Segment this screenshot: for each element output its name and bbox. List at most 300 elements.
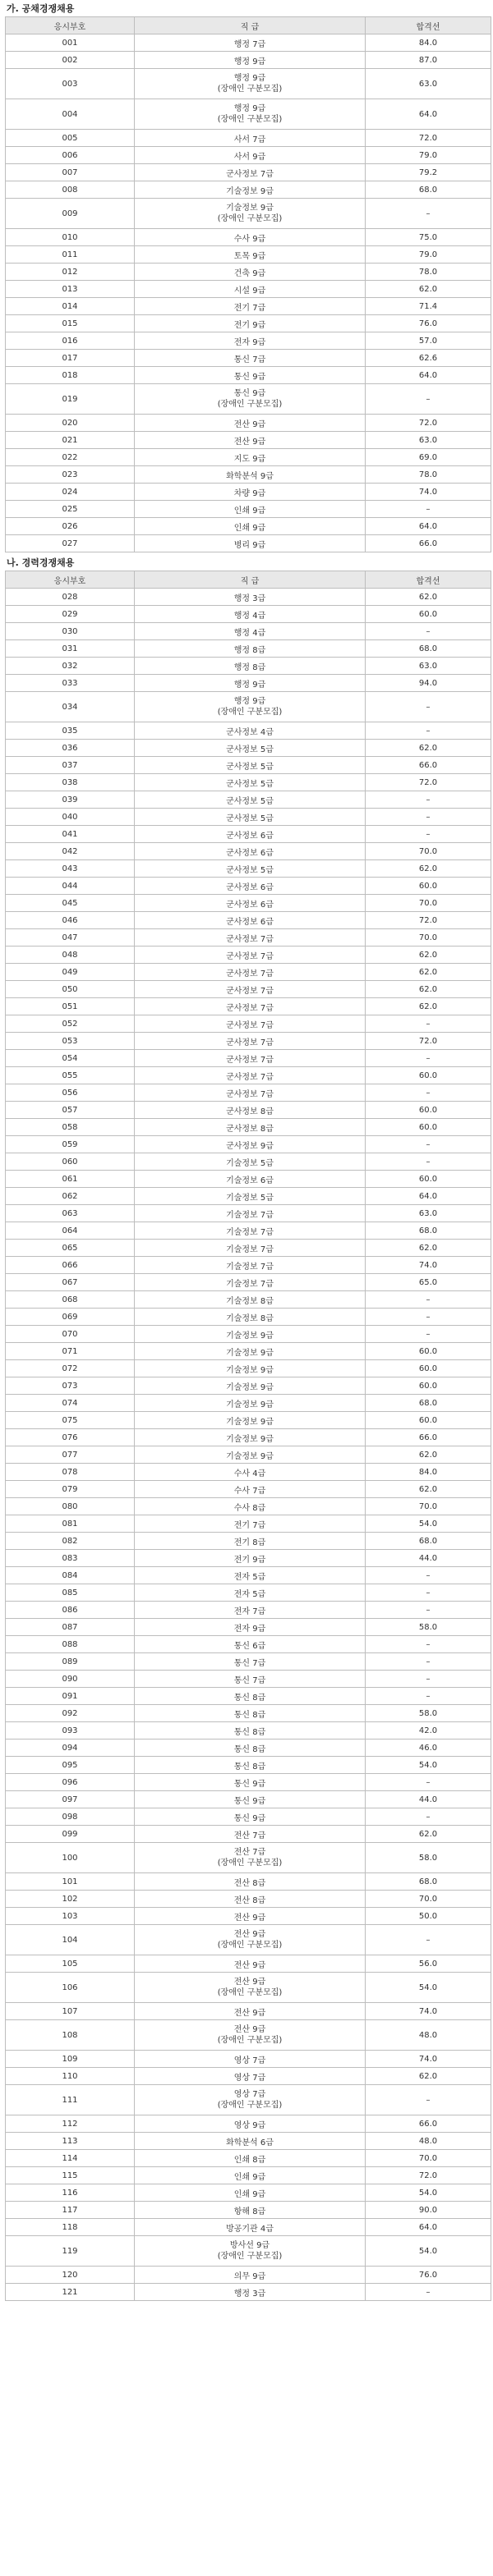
cell-cutoff: 60.0 [366, 1171, 491, 1188]
cell-code: 030 [6, 623, 135, 640]
cell-code: 061 [6, 1171, 135, 1188]
cell-grade: 군사정보 8급 [135, 1119, 366, 1136]
cell-cutoff: 62.0 [366, 981, 491, 998]
cell-grade: 전산 8급 [135, 1873, 366, 1891]
table-row [6, 1791, 491, 1808]
cell-code: 081 [6, 1515, 135, 1533]
cell-cutoff: 62.6 [366, 350, 491, 367]
cell-cutoff: 74.0 [366, 2051, 491, 2068]
cell-cutoff: 57.0 [366, 332, 491, 350]
table-row [6, 998, 491, 1015]
cell-code: 045 [6, 895, 135, 912]
cell-cutoff: 54.0 [366, 2236, 491, 2267]
cell-code: 016 [6, 332, 135, 350]
cell-code: 021 [6, 432, 135, 449]
table-row [6, 2284, 491, 2301]
cell-code: 069 [6, 1309, 135, 1326]
cell-cutoff: 72.0 [366, 130, 491, 147]
cell-grade: 전기 9급 [135, 315, 366, 332]
cell-cutoff: 62.0 [366, 281, 491, 298]
cell-grade: 병리 9급 [135, 535, 366, 552]
cell-code: 006 [6, 147, 135, 164]
cell-grade: 전산 8급 [135, 1891, 366, 1908]
cell-code: 088 [6, 1636, 135, 1653]
cell-grade: 사서 7급 [135, 130, 366, 147]
cell-cutoff: 62.0 [366, 740, 491, 757]
cell-grade: 군사정보 7급 [135, 1067, 366, 1084]
cell-code: 052 [6, 1015, 135, 1033]
cell-cutoff: – [366, 1808, 491, 1826]
cell-grade: 전기 8급 [135, 1533, 366, 1550]
cell-code: 063 [6, 1205, 135, 1222]
cell-grade: 통신 8급 [135, 1688, 366, 1705]
cell-code: 075 [6, 1412, 135, 1429]
cell-code: 074 [6, 1395, 135, 1412]
cell-cutoff: 68.0 [366, 1395, 491, 1412]
cell-code: 057 [6, 1102, 135, 1119]
cell-cutoff: – [366, 692, 491, 722]
cell-code: 090 [6, 1671, 135, 1688]
table-row [6, 1136, 491, 1153]
cell-code: 068 [6, 1291, 135, 1309]
cell-grade: 사서 9급 [135, 147, 366, 164]
table-row [6, 623, 491, 640]
table-row [6, 947, 491, 964]
table-row [6, 130, 491, 147]
table-row [6, 332, 491, 350]
cell-cutoff: 64.0 [366, 2219, 491, 2236]
header-grade: 직 급 [135, 17, 366, 34]
cell-grade: 전산 9급 [135, 1908, 366, 1925]
table-row [6, 929, 491, 947]
cell-code: 003 [6, 69, 135, 99]
cell-code: 049 [6, 964, 135, 981]
cell-code: 059 [6, 1136, 135, 1153]
cell-code: 010 [6, 229, 135, 246]
cell-grade: 수사 9급 [135, 229, 366, 246]
cell-cutoff: 72.0 [366, 774, 491, 791]
table-row [6, 2051, 491, 2068]
cell-code: 103 [6, 1908, 135, 1925]
table-row [6, 1973, 491, 2003]
cell-code: 040 [6, 809, 135, 826]
cell-cutoff: 84.0 [366, 34, 491, 52]
table-row [6, 350, 491, 367]
cell-grade: 지도 9급 [135, 449, 366, 466]
cell-code: 060 [6, 1153, 135, 1171]
cell-grade: 군사정보 9급 [135, 1136, 366, 1153]
cell-code: 038 [6, 774, 135, 791]
table-row [6, 518, 491, 535]
header-grade: 직 급 [135, 571, 366, 589]
table-row [6, 860, 491, 878]
cell-cutoff: 64.0 [366, 1188, 491, 1205]
table-row [6, 2167, 491, 2184]
cell-grade: 기술정보 9급 [135, 181, 366, 199]
cell-cutoff: 68.0 [366, 640, 491, 658]
cell-grade: 군사정보 5급 [135, 809, 366, 826]
cell-cutoff: 60.0 [366, 878, 491, 895]
cell-code: 101 [6, 1873, 135, 1891]
cell-cutoff: 58.0 [366, 1705, 491, 1722]
cell-code: 065 [6, 1240, 135, 1257]
cell-cutoff: 62.0 [366, 1446, 491, 1464]
cell-grade: 군사정보 5급 [135, 774, 366, 791]
cell-cutoff: – [366, 2085, 491, 2115]
cell-code: 083 [6, 1550, 135, 1567]
cell-code: 035 [6, 722, 135, 740]
cell-cutoff: – [366, 1153, 491, 1171]
table-row [6, 675, 491, 692]
cell-grade: 군사정보 7급 [135, 964, 366, 981]
table-row [6, 912, 491, 929]
table-row [6, 964, 491, 981]
open-recruitment-table [5, 16, 491, 552]
cell-code: 112 [6, 2115, 135, 2133]
table-row [6, 1873, 491, 1891]
cell-grade: 행정 8급 [135, 658, 366, 675]
cell-grade: 군사정보 7급 [135, 929, 366, 947]
cell-grade: 전자 5급 [135, 1567, 366, 1584]
cell-code: 047 [6, 929, 135, 947]
cell-cutoff: – [366, 2284, 491, 2301]
cell-cutoff: 54.0 [366, 1973, 491, 2003]
cell-code: 017 [6, 350, 135, 367]
cell-grade: 행정 3급 [135, 2284, 366, 2301]
table-row [6, 606, 491, 623]
cell-grade: 군사정보 6급 [135, 878, 366, 895]
cell-code: 020 [6, 415, 135, 432]
cell-grade: 전자 9급 [135, 332, 366, 350]
cell-cutoff: 44.0 [366, 1550, 491, 1567]
table-row [6, 1412, 491, 1429]
table-row [6, 415, 491, 432]
cell-grade: 통신 7급 [135, 350, 366, 367]
cell-cutoff: – [366, 1050, 491, 1067]
table-row [6, 774, 491, 791]
table-row [6, 757, 491, 774]
cell-cutoff: 63.0 [366, 658, 491, 675]
cell-code: 071 [6, 1343, 135, 1360]
cell-grade: 기술정보 8급 [135, 1309, 366, 1326]
cell-grade: 토목 9급 [135, 246, 366, 264]
cell-code: 094 [6, 1739, 135, 1757]
table-row [6, 1205, 491, 1222]
cell-cutoff: 60.0 [366, 1343, 491, 1360]
table-row [6, 52, 491, 69]
table-row [6, 1671, 491, 1688]
cell-grade: 기술정보 9급 [135, 1446, 366, 1464]
career-recruitment-table [5, 571, 491, 2301]
table-header-row [6, 17, 491, 34]
table-row [6, 1515, 491, 1533]
cell-cutoff: 60.0 [366, 1067, 491, 1084]
cell-grade: 차량 9급 [135, 484, 366, 501]
cell-code: 102 [6, 1891, 135, 1908]
cell-grade: 전산 9급 [135, 432, 366, 449]
cell-cutoff: 74.0 [366, 1257, 491, 1274]
cell-code: 084 [6, 1567, 135, 1584]
cell-cutoff: 62.0 [366, 964, 491, 981]
cell-code: 012 [6, 264, 135, 281]
cell-cutoff: – [366, 1602, 491, 1619]
cell-cutoff: – [366, 623, 491, 640]
cell-code: 019 [6, 384, 135, 415]
cell-cutoff: 72.0 [366, 415, 491, 432]
cell-grade: 군사정보 7급 [135, 981, 366, 998]
cell-cutoff: 58.0 [366, 1619, 491, 1636]
cell-grade: 행정 4급 [135, 606, 366, 623]
cell-cutoff: 70.0 [366, 1891, 491, 1908]
cell-code: 011 [6, 246, 135, 264]
cell-code: 055 [6, 1067, 135, 1084]
cell-code: 096 [6, 1774, 135, 1791]
cell-code: 058 [6, 1119, 135, 1136]
cell-grade: 시설 9급 [135, 281, 366, 298]
table-row [6, 2085, 491, 2115]
table-row [6, 826, 491, 843]
cell-code: 033 [6, 675, 135, 692]
cell-grade: 군사정보 6급 [135, 912, 366, 929]
cell-cutoff: 54.0 [366, 1757, 491, 1774]
cell-grade: 기술정보 8급 [135, 1291, 366, 1309]
table-row [6, 1084, 491, 1102]
cell-cutoff: – [366, 826, 491, 843]
cell-grade: 전기 9급 [135, 1550, 366, 1567]
table-row [6, 1826, 491, 1843]
cell-grade: 방사선 9급 (장애인 구분모집) [135, 2236, 366, 2267]
cell-grade: 인쇄 9급 [135, 2184, 366, 2202]
table-row [6, 181, 491, 199]
cell-grade: 기술정보 9급 [135, 1377, 366, 1395]
cell-code: 031 [6, 640, 135, 658]
cell-code: 032 [6, 658, 135, 675]
cell-code: 072 [6, 1360, 135, 1377]
cell-cutoff: 72.0 [366, 912, 491, 929]
cell-code: 079 [6, 1481, 135, 1498]
cell-code: 099 [6, 1826, 135, 1843]
table-row [6, 2068, 491, 2085]
cell-code: 098 [6, 1808, 135, 1826]
cell-grade: 행정 7급 [135, 34, 366, 52]
table-row [6, 878, 491, 895]
table-row [6, 1498, 491, 1515]
cell-cutoff: 72.0 [366, 1033, 491, 1050]
cell-code: 104 [6, 1925, 135, 1955]
header-cutoff: 합격선 [366, 17, 491, 34]
cell-cutoff: – [366, 1584, 491, 1602]
cell-grade: 항해 8급 [135, 2202, 366, 2219]
cell-code: 120 [6, 2267, 135, 2284]
cell-cutoff: 50.0 [366, 1908, 491, 1925]
cell-cutoff: – [366, 1015, 491, 1033]
table-row [6, 384, 491, 415]
cell-grade: 영상 7급 (장애인 구분모집) [135, 2085, 366, 2115]
cell-grade: 기술정보 9급 (장애인 구분모집) [135, 199, 366, 229]
cell-grade: 영상 7급 [135, 2051, 366, 2068]
table-row [6, 466, 491, 484]
table-row [6, 1653, 491, 1671]
cell-code: 082 [6, 1533, 135, 1550]
table-row [6, 589, 491, 606]
cell-cutoff: 60.0 [366, 1360, 491, 1377]
cell-grade: 의무 9급 [135, 2267, 366, 2284]
cell-grade: 군사정보 5급 [135, 860, 366, 878]
cell-code: 039 [6, 791, 135, 809]
table-row [6, 1584, 491, 1602]
cell-code: 115 [6, 2167, 135, 2184]
table-row [6, 1533, 491, 1550]
cell-grade: 기술정보 9급 [135, 1360, 366, 1377]
table-row [6, 1343, 491, 1360]
cell-grade: 통신 9급 [135, 1791, 366, 1808]
table-row [6, 1705, 491, 1722]
cell-code: 044 [6, 878, 135, 895]
cell-cutoff: 60.0 [366, 1102, 491, 1119]
cell-cutoff: 60.0 [366, 1412, 491, 1429]
cell-code: 100 [6, 1843, 135, 1873]
cell-cutoff: 62.0 [366, 860, 491, 878]
table-row [6, 449, 491, 466]
table-row [6, 1102, 491, 1119]
table-row [6, 1567, 491, 1584]
cell-cutoff: 62.0 [366, 1481, 491, 1498]
cell-cutoff: 62.0 [366, 947, 491, 964]
cell-grade: 군사정보 7급 [135, 1015, 366, 1033]
cell-code: 013 [6, 281, 135, 298]
cell-code: 001 [6, 34, 135, 52]
cell-code: 053 [6, 1033, 135, 1050]
cell-cutoff: – [366, 809, 491, 826]
cell-code: 113 [6, 2133, 135, 2150]
table-row [6, 1891, 491, 1908]
cell-cutoff: 72.0 [366, 2167, 491, 2184]
cell-code: 078 [6, 1464, 135, 1481]
cell-cutoff: 70.0 [366, 1498, 491, 1515]
table-row [6, 1908, 491, 1925]
cell-code: 062 [6, 1188, 135, 1205]
table-row [6, 501, 491, 518]
cell-code: 027 [6, 535, 135, 552]
cell-code: 041 [6, 826, 135, 843]
cell-cutoff: – [366, 1084, 491, 1102]
cell-grade: 기술정보 6급 [135, 1171, 366, 1188]
cell-grade: 전산 9급 (장애인 구분모집) [135, 1925, 366, 1955]
cell-cutoff: 94.0 [366, 675, 491, 692]
cell-grade: 군사정보 7급 [135, 1033, 366, 1050]
cell-code: 095 [6, 1757, 135, 1774]
table-row [6, 692, 491, 722]
cell-code: 080 [6, 1498, 135, 1515]
table-row [6, 246, 491, 264]
cell-grade: 전산 9급 (장애인 구분모집) [135, 1973, 366, 2003]
table-row [6, 1446, 491, 1464]
cell-cutoff: 68.0 [366, 1222, 491, 1240]
cell-grade: 기술정보 5급 [135, 1153, 366, 1171]
cell-grade: 통신 9급 (장애인 구분모집) [135, 384, 366, 415]
cell-grade: 군사정보 7급 [135, 1084, 366, 1102]
cell-code: 066 [6, 1257, 135, 1274]
cell-cutoff: 79.2 [366, 164, 491, 181]
cell-code: 106 [6, 1973, 135, 2003]
table-row [6, 1222, 491, 1240]
cell-cutoff: 62.0 [366, 589, 491, 606]
cell-cutoff: 46.0 [366, 1739, 491, 1757]
page [0, 2, 493, 2301]
cell-cutoff: 63.0 [366, 1205, 491, 1222]
cell-cutoff: 87.0 [366, 52, 491, 69]
table-row [6, 1636, 491, 1653]
section-title-career-recruitment: 나. 경력경쟁채용 [7, 557, 75, 568]
cell-code: 117 [6, 2202, 135, 2219]
cell-grade: 통신 8급 [135, 1705, 366, 1722]
table-row [6, 2267, 491, 2284]
table-row [6, 281, 491, 298]
cell-cutoff: 62.0 [366, 1826, 491, 1843]
cell-cutoff: 68.0 [366, 1873, 491, 1891]
header-cutoff: 합격선 [366, 571, 491, 589]
cell-grade: 전기 7급 [135, 1515, 366, 1533]
table-row [6, 1153, 491, 1171]
cell-cutoff: 76.0 [366, 2267, 491, 2284]
table-row [6, 99, 491, 130]
cell-cutoff: 79.0 [366, 246, 491, 264]
cell-code: 114 [6, 2150, 135, 2167]
cell-cutoff: 64.0 [366, 367, 491, 384]
cell-grade: 행정 9급 (장애인 구분모집) [135, 99, 366, 130]
cell-cutoff: 74.0 [366, 484, 491, 501]
cell-cutoff: 90.0 [366, 2202, 491, 2219]
cell-grade: 기술정보 9급 [135, 1343, 366, 1360]
cell-code: 108 [6, 2020, 135, 2051]
cell-grade: 영상 9급 [135, 2115, 366, 2133]
cell-grade: 군사정보 7급 [135, 998, 366, 1015]
cell-code: 029 [6, 606, 135, 623]
table-row [6, 1757, 491, 1774]
cell-grade: 전기 7급 [135, 298, 366, 315]
cell-cutoff: 60.0 [366, 606, 491, 623]
cell-code: 037 [6, 757, 135, 774]
cell-code: 121 [6, 2284, 135, 2301]
table-row [6, 2219, 491, 2236]
table-row [6, 1309, 491, 1326]
table-row [6, 1550, 491, 1567]
cell-grade: 기술정보 5급 [135, 1188, 366, 1205]
table-row [6, 1464, 491, 1481]
cell-cutoff: 54.0 [366, 1515, 491, 1533]
cell-grade: 통신 9급 [135, 367, 366, 384]
cell-grade: 수사 7급 [135, 1481, 366, 1498]
cell-code: 107 [6, 2003, 135, 2020]
cell-code: 028 [6, 589, 135, 606]
cell-code: 077 [6, 1446, 135, 1464]
cell-code: 105 [6, 1955, 135, 1973]
table-row [6, 1481, 491, 1498]
cell-code: 042 [6, 843, 135, 860]
table-row [6, 1171, 491, 1188]
cell-code: 036 [6, 740, 135, 757]
table-row [6, 1240, 491, 1257]
table-row [6, 199, 491, 229]
table-row [6, 2020, 491, 2051]
cell-code: 024 [6, 484, 135, 501]
cell-code: 064 [6, 1222, 135, 1240]
cell-code: 067 [6, 1274, 135, 1291]
cell-cutoff: 71.4 [366, 298, 491, 315]
cell-cutoff: 68.0 [366, 181, 491, 199]
table-row [6, 2184, 491, 2202]
cell-cutoff: 42.0 [366, 1722, 491, 1739]
